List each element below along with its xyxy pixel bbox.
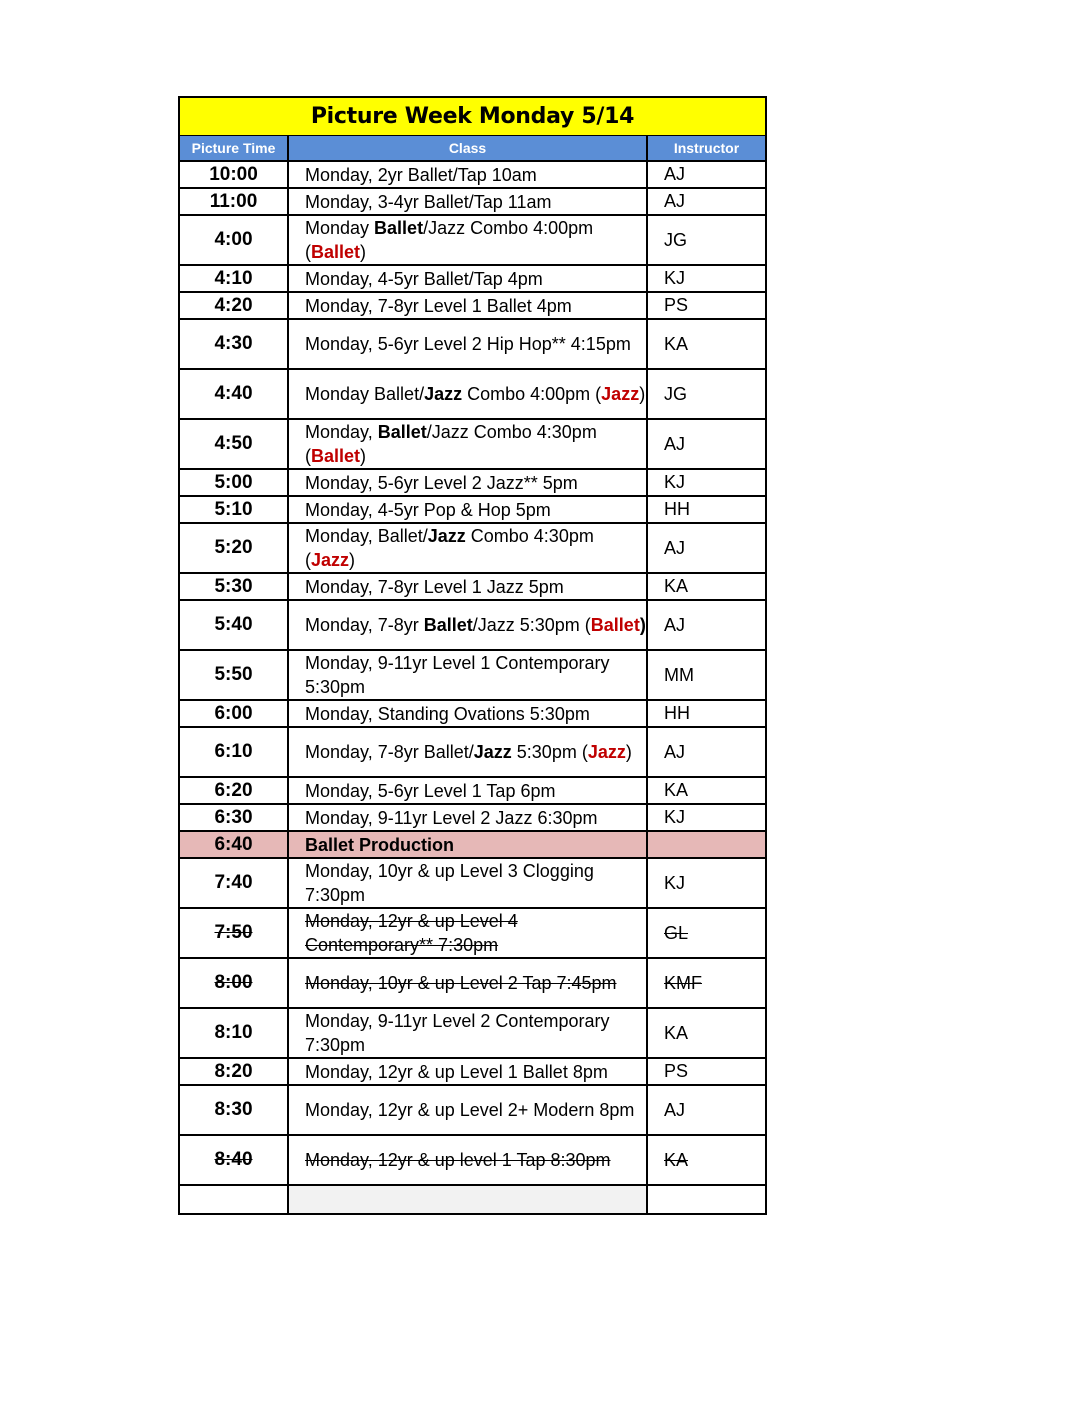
class-text: Monday, 2yr Ballet/Tap 10am: [305, 164, 537, 185]
picture-time-cell: 5:10: [180, 497, 289, 522]
class-cell: [289, 574, 648, 599]
class-text: Monday Ballet/: [305, 384, 425, 404]
class-text: Monday, 7-8yr Level 1 Ballet 4pm: [305, 295, 572, 316]
class-cell: [289, 162, 648, 187]
table-row: [180, 1059, 765, 1086]
table-row: [180, 728, 765, 778]
class-text: Monday, 12yr & up Level 2+ Modern 8pm: [305, 1100, 635, 1120]
table-row: [180, 601, 765, 651]
table-header-row: [180, 136, 765, 162]
class-cell: [289, 216, 648, 264]
table-row: [180, 651, 765, 701]
table-row: [180, 1009, 765, 1059]
table-row: [180, 162, 765, 189]
table-row: [180, 1086, 765, 1136]
class-cell: [289, 1059, 648, 1084]
picture-time-cell: 5:20: [180, 524, 289, 572]
class-text: Monday,: [305, 422, 378, 442]
class-text: Jazz: [473, 742, 512, 762]
class-text: Monday, 7-8yr Level 1 Jazz 5pm: [305, 576, 564, 597]
instructor-cell: GL: [664, 922, 689, 943]
instructor-cell: AJ: [664, 433, 686, 454]
instructor-cell: AJ: [664, 537, 686, 558]
class-cell: [289, 497, 648, 522]
class-text: Monday, 12yr & up Level 1 Ballet 8pm: [305, 1061, 608, 1082]
picture-time-cell: 7:50: [180, 909, 289, 957]
class-style-highlight: Ballet: [311, 242, 361, 262]
instructor-cell: KA: [664, 576, 689, 596]
instructor-cell: AJ: [664, 741, 686, 762]
class-text: Monday, 4-5yr Pop & Hop 5pm: [305, 499, 551, 520]
class-text: Monday, 3-4yr Ballet/Tap 11am: [305, 191, 552, 212]
table-row: [180, 293, 765, 320]
picture-time-cell: 4:00: [180, 216, 289, 264]
class-text: Monday, 7-8yr: [305, 615, 424, 635]
picture-time-cell: 8:10: [180, 1009, 289, 1057]
picture-time-cell: 4:30: [180, 320, 289, 368]
class-text: Monday, 9-11yr Level 2 Jazz 6:30pm: [305, 807, 598, 828]
class-style-highlight: Jazz: [601, 384, 640, 404]
instructor-cell: AJ: [664, 1099, 686, 1120]
class-cell: [289, 832, 648, 857]
picture-time-cell: 8:30: [180, 1086, 289, 1134]
table-row: [180, 574, 765, 601]
table-row: [180, 524, 765, 574]
class-cell: [289, 778, 648, 803]
class-cell: [289, 1009, 648, 1057]
header-instructor: Instructor: [673, 140, 740, 156]
class-text: Monday, Ballet/: [305, 526, 428, 546]
picture-time-cell: [180, 1186, 289, 1213]
class-cell: [289, 859, 648, 907]
table-row: [180, 805, 765, 832]
picture-time-cell: 4:20: [180, 293, 289, 318]
class-style-highlight: Jazz: [587, 742, 626, 762]
class-cell: [289, 266, 648, 291]
class-text: Monday, 9-11yr Level 1 Contemporary 5:30pm: [305, 653, 610, 697]
instructor-cell: HH: [664, 499, 690, 519]
instructor-cell: PS: [664, 295, 689, 315]
table-row: [180, 778, 765, 805]
table-row: [180, 420, 765, 470]
class-text: Jazz: [424, 384, 463, 404]
class-text: Combo 4:30pm (: [305, 526, 594, 570]
class-text: Monday, 12yr & up level 1 Tap 8:30pm: [305, 1150, 611, 1170]
picture-time-cell: 11:00: [180, 189, 289, 214]
class-text: ): [625, 742, 632, 762]
instructor-cell: HH: [664, 703, 690, 723]
table-row: [180, 370, 765, 420]
class-text: Monday, 10yr & up Level 2 Tap 7:45pm: [305, 973, 617, 993]
instructor-cell: AJ: [664, 614, 686, 635]
class-cell: [289, 470, 648, 495]
picture-time-cell: 4:10: [180, 266, 289, 291]
table-row: [180, 859, 765, 909]
class-text: Ballet: [374, 218, 424, 238]
instructor-cell: KA: [664, 1022, 689, 1043]
instructor-cell: JG: [664, 383, 688, 404]
class-cell: [289, 959, 648, 1007]
schedule-title: Picture Week Monday 5/14: [180, 98, 765, 136]
picture-time-cell: 7:40: [180, 859, 289, 907]
header-class: Class: [289, 136, 648, 160]
table-row: [180, 701, 765, 728]
instructor-cell: KA: [664, 780, 689, 800]
class-style-highlight: Ballet: [311, 446, 361, 466]
class-cell: [289, 420, 648, 468]
instructor-cell: KA: [664, 1149, 689, 1170]
picture-time-cell: 6:40: [180, 832, 289, 857]
class-text: Monday, 7-8yr Ballet/: [305, 742, 474, 762]
table-body: [180, 162, 765, 1213]
table-row: [180, 470, 765, 497]
instructor-cell: [648, 832, 765, 857]
class-text: Monday, 4-5yr Ballet/Tap 4pm: [305, 268, 543, 289]
class-cell: [289, 293, 648, 318]
schedule-table: [178, 96, 767, 1215]
instructor-cell: KJ: [664, 872, 686, 893]
class-cell: [289, 1136, 648, 1184]
picture-time-cell: 6:20: [180, 778, 289, 803]
instructor-cell: KJ: [664, 268, 686, 288]
class-text: Ballet Production: [305, 834, 455, 855]
class-cell: [289, 1086, 648, 1134]
instructor-cell: KMF: [664, 972, 702, 993]
picture-time-cell: 5:00: [180, 470, 289, 495]
class-text: ): [360, 242, 367, 262]
picture-time-cell: 5:30: [180, 574, 289, 599]
picture-time-cell: 6:10: [180, 728, 289, 776]
instructor-cell: [648, 1186, 765, 1213]
picture-time-cell: 8:20: [180, 1059, 289, 1084]
class-cell: [289, 320, 648, 368]
picture-time-cell: 6:30: [180, 805, 289, 830]
class-text: ): [360, 446, 367, 466]
class-text: 5:30pm (: [511, 742, 588, 762]
table-row: [180, 266, 765, 293]
instructor-cell: KA: [664, 333, 689, 354]
class-text: Monday, 9-11yr Level 2 Contemporary 7:30pm: [305, 1011, 610, 1055]
class-text: Combo 4:00pm (: [462, 384, 602, 404]
table-row: [180, 909, 765, 959]
class-text: Monday, 5-6yr Level 2 Jazz** 5pm: [305, 472, 578, 493]
class-text: ): [349, 550, 356, 570]
class-cell: [289, 1186, 648, 1213]
class-cell: [289, 370, 648, 418]
instructor-cell: MM: [664, 664, 694, 685]
class-cell: [289, 909, 648, 957]
table-row: [180, 1136, 765, 1186]
class-text: /Jazz Combo 4:00pm (: [305, 218, 594, 262]
class-text: /Jazz 5:30pm (: [472, 615, 591, 635]
picture-time-cell: 8:40: [180, 1136, 289, 1184]
class-text: Monday, 5-6yr Level 1 Tap 6pm: [305, 780, 556, 801]
class-text: ): [639, 615, 646, 635]
picture-time-cell: 5:40: [180, 601, 289, 649]
table-row: [180, 959, 765, 1009]
class-cell: [289, 601, 648, 649]
instructor-cell: PS: [664, 1061, 689, 1081]
table-row: [180, 497, 765, 524]
picture-time-cell: 5:50: [180, 651, 289, 699]
class-text: Ballet: [377, 422, 427, 442]
class-cell: [289, 805, 648, 830]
picture-time-cell: 8:00: [180, 959, 289, 1007]
class-cell: [289, 524, 648, 572]
production-row: [180, 832, 765, 859]
class-style-highlight: Jazz: [311, 550, 350, 570]
header-picture-time: Picture Time: [180, 136, 289, 160]
class-text: Jazz: [427, 526, 466, 546]
instructor-cell: KJ: [664, 472, 686, 492]
picture-time-cell: 4:50: [180, 420, 289, 468]
class-cell: [289, 651, 648, 699]
picture-time-cell: 4:40: [180, 370, 289, 418]
table-row: [180, 216, 765, 266]
picture-time-cell: 10:00: [180, 162, 289, 187]
class-text: Monday, 10yr & up Level 3 Clogging 7:30pm: [305, 861, 594, 905]
class-text: Ballet: [423, 615, 473, 635]
class-cell: [289, 189, 648, 214]
class-text: Monday, 5-6yr Level 2 Hip Hop** 4:15pm: [305, 334, 631, 354]
class-text: /Jazz Combo 4:30pm (: [305, 422, 597, 466]
instructor-cell: JG: [664, 229, 688, 250]
class-style-highlight: Ballet: [590, 615, 640, 635]
instructor-cell: AJ: [664, 164, 686, 184]
picture-time-cell: 6:00: [180, 701, 289, 726]
class-text: Monday, 12yr & up Level 4 Contemporary** 7:30pm: [305, 911, 518, 955]
table-row: [180, 189, 765, 216]
class-text: Monday, Standing Ovations 5:30pm: [305, 703, 590, 724]
table-row: [180, 1186, 765, 1213]
class-text: Monday: [305, 218, 375, 238]
class-cell: [289, 701, 648, 726]
class-text: ): [639, 384, 646, 404]
table-row: [180, 320, 765, 370]
instructor-cell: AJ: [664, 191, 686, 211]
instructor-cell: KJ: [664, 807, 686, 827]
class-cell: [289, 728, 648, 776]
